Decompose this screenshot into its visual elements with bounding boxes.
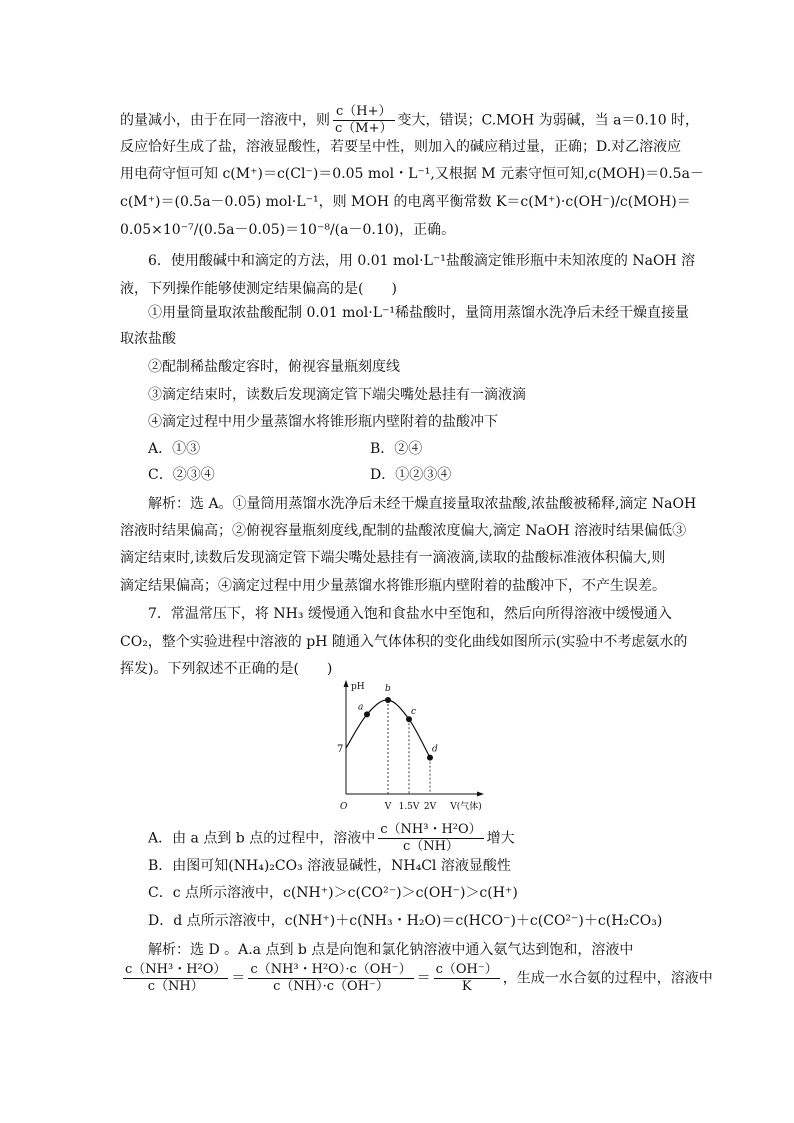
q6-option-c: C．②③④ bbox=[148, 467, 215, 483]
q6-solution: 解析：选 A。①量筒用蒸馏水洗净后未经干燥直接量取浓盐酸,浓盐酸被稀释,滴定 NaOH bbox=[148, 496, 697, 512]
x-axis-arrow bbox=[477, 792, 484, 797]
q7-option-b: B．由图可知(NH₄)₂CO₃ 溶液显碱性，NH₄Cl 溶液显酸性 bbox=[148, 858, 511, 874]
question-7-stem: 挥发)。下列叙述不正确的是( ) bbox=[120, 661, 333, 677]
fraction-numerator: c（OH⁻） bbox=[435, 962, 498, 977]
q6-option-d: D．①②③④ bbox=[370, 467, 452, 483]
chart-marks bbox=[337, 682, 482, 812]
question-6-stem: 液，下列操作能够使测定结果偏高的是( ) bbox=[120, 281, 397, 297]
y-tick-label: 7 bbox=[337, 744, 344, 755]
text-seg: 变大，错误；C.MOH 为弱碱，当 a＝0.10 时， bbox=[397, 112, 700, 129]
fraction-numerator: c（H+） bbox=[333, 104, 395, 121]
text-line: 用电荷守恒可知 c(M⁺)＝c(Cl⁻)＝0.05 mol・L⁻¹,又根据 M 元素守恒可知,c(MOH)＝0.5a－ bbox=[120, 166, 704, 182]
q6-solution: 溶液时结果偏高；②俯视容量瓶刻度线,配制的盐酸浓度偏大,滴定 NaOH 溶液时结果偏低③ bbox=[120, 523, 687, 539]
point-label-b: b bbox=[385, 684, 391, 694]
q6-item-4: ④滴定过程中用少量蒸馏水将锥形瓶内壁附着的盐酸冲下 bbox=[148, 414, 498, 430]
fraction-denominator: c（M+） bbox=[335, 121, 393, 136]
text-seg: ，生成一水合氨的过程中，溶液中 bbox=[502, 970, 713, 987]
data-point-b bbox=[385, 697, 391, 703]
fraction bbox=[333, 104, 395, 137]
question-7-stem: 7．常温常压下，将 NH₃ 缓慢通入饱和食盐水中至饱和，然后向所得溶液中缓慢通入 bbox=[148, 606, 672, 622]
fraction-numerator: c（NH³・H²O） bbox=[380, 822, 482, 837]
fraction-denominator: c（NH） bbox=[402, 839, 459, 854]
point-label-d: d bbox=[432, 744, 438, 755]
q6-item-1: ①用量筒量取浓盐酸配制 0.01 mol·L⁻¹稀盐酸时，量筒用蒸馏水洗净后未经干燥直接量 bbox=[148, 305, 690, 321]
text-line bbox=[120, 104, 699, 137]
q6-item-1: 取浓盐酸 bbox=[120, 331, 176, 347]
fraction bbox=[248, 962, 413, 995]
fraction-numerator: c（NH³・H²O） bbox=[125, 962, 227, 977]
fraction-denominator: K bbox=[461, 979, 472, 994]
fraction bbox=[434, 962, 500, 995]
data-point-a bbox=[364, 711, 370, 717]
chart-axes bbox=[344, 680, 485, 797]
point-label-c: c bbox=[411, 707, 417, 718]
q7-option-d: D．d 点所示溶液中，c(NH⁺)＋c(NH₃・H₂O)＝c(HCO⁻)＋c(CO²⁻)＋c(H₂CO₃) bbox=[148, 913, 663, 929]
y-axis-label: pH bbox=[351, 682, 365, 692]
fraction bbox=[378, 822, 483, 855]
x-tick-label: 1.5V bbox=[398, 802, 420, 812]
origin-label: O bbox=[340, 802, 348, 812]
question-7-stem: CO₂，整个实验进程中溶液的 pH 随通入气体体积的变化曲线如图所示(实验中不考虑氨水的 bbox=[120, 634, 688, 650]
q7-solution: 解析：选 D 。A.a 点到 b 点是向饱和氯化钠溶液中通入氨气达到饱和，溶液中 bbox=[148, 942, 634, 958]
fraction-denominator: c（NH） bbox=[147, 979, 204, 994]
q7-option-a bbox=[148, 822, 515, 855]
text-seg: 增大 bbox=[486, 830, 515, 847]
q6-solution: 滴定结果偏高；④滴定过程中用少量蒸馏水将锥形瓶内壁附着的盐酸冲下，不产生误差。 bbox=[120, 578, 666, 594]
text-line: c(M⁺)＝(0.5a－0.05) mol·L⁻¹，则 MOH 的电离平衡常数 K＝c(M⁺)·c(OH⁻)/c(MOH)＝ bbox=[120, 194, 691, 210]
text-line: 反应恰好生成了盐，溶液显酸性，若要呈中性，则加入的碱应稍过量，正确；D.对乙溶液应 bbox=[120, 139, 682, 155]
q7-solution-formula bbox=[120, 962, 713, 995]
q6-item-2: ②配制稀盐酸定容时，俯视容量瓶刻度线 bbox=[148, 359, 400, 375]
text-seg: A．由 a 点到 b 点的过程中，溶液中 bbox=[148, 830, 376, 847]
x-axis-label: V(气体) bbox=[450, 802, 482, 812]
equals-sign: ＝ bbox=[416, 970, 431, 987]
x-tick-label: V bbox=[384, 802, 392, 812]
text-line: 0.05×10⁻⁷/(0.5a－0.05)＝10⁻⁸/(a－0.10)，正确。 bbox=[120, 222, 456, 238]
question-6-stem: 6．使用酸碱中和滴定的方法，用 0.01 mol·L⁻¹盐酸滴定锥形瓶中未知浓度的 NaOH 溶 bbox=[148, 253, 696, 269]
q6-solution: 滴定结束时,读数后发现滴定管下端尖嘴处悬挂有一滴液滴,读取的盐酸标准液体积偏大,则 bbox=[120, 550, 666, 566]
y-axis-arrow bbox=[344, 680, 349, 687]
fraction bbox=[123, 962, 228, 995]
x-tick-label: 2V bbox=[423, 802, 437, 812]
q7-option-c: C．c 点所示溶液中，c(NH⁺)＞c(CO²⁻)＞c(OH⁻)＞c(H⁺) bbox=[148, 885, 518, 901]
ph-curve-chart bbox=[330, 676, 490, 812]
point-label-a: a bbox=[358, 702, 364, 713]
q6-option-a: A．①③ bbox=[148, 441, 201, 457]
data-point-d bbox=[427, 755, 433, 761]
q6-item-3: ③滴定结束时，读数后发现滴定管下端尖嘴处悬挂有一滴液滴 bbox=[148, 387, 526, 403]
equals-sign: ＝ bbox=[231, 970, 246, 987]
q6-option-b: B．②④ bbox=[370, 441, 423, 457]
fraction-numerator: c（NH³・H²O）·c（OH⁻） bbox=[250, 962, 412, 977]
fraction-denominator: c（NH）·c（OH⁻） bbox=[273, 979, 389, 994]
text-seg: 的量减小，由于在同一溶液中，则 bbox=[120, 112, 330, 129]
